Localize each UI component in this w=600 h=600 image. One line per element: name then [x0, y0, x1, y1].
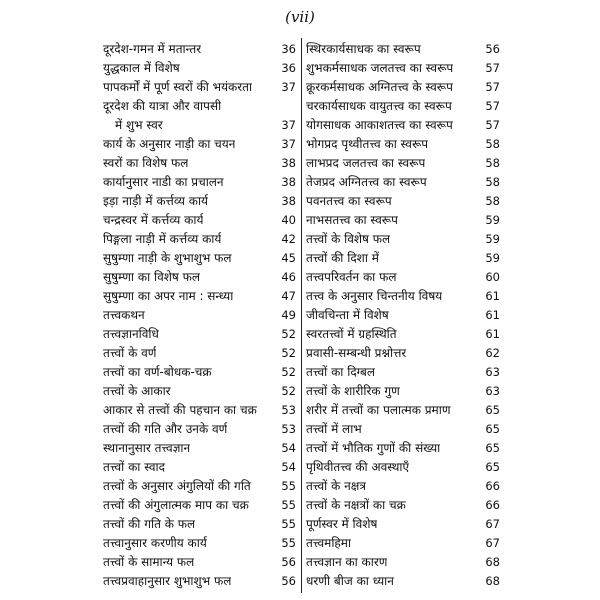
toc-entry-title: शरीर में तत्त्वों का पलात्मक प्रमाण	[306, 403, 451, 417]
toc-entry	[103, 268, 298, 286]
toc-entry	[306, 59, 500, 77]
toc-entry-page: 38	[281, 156, 296, 170]
toc-entry	[103, 40, 298, 58]
toc-entry-page: 57	[485, 118, 500, 132]
toc-entry	[103, 572, 298, 590]
toc-entry-title: तत्त्वों के आकार	[103, 384, 171, 398]
toc-entry	[306, 116, 500, 134]
toc-entry	[306, 458, 500, 476]
toc-entry-title: पिङ्गला नाड़ी में कर्त्तव्य कार्य	[103, 232, 222, 246]
toc-entry-title: शुभकर्मसाधक जलतत्त्व का स्वरूप	[306, 61, 454, 75]
toc-entry-page: 42	[281, 232, 296, 246]
toc-entry-title: धरणी बीज का ध्यान	[306, 574, 394, 588]
toc-entry-title: दूरदेश-गमन में मतान्तर	[103, 42, 202, 56]
toc-entry-title: तत्त्वों के नक्षत्रों का चक्र	[306, 498, 406, 512]
toc-entry	[103, 230, 298, 248]
toc-entry-page: 58	[485, 194, 500, 208]
toc-entry	[306, 553, 500, 571]
toc-entry-page: 57	[485, 61, 500, 75]
toc-entry	[306, 40, 500, 58]
toc-entry	[306, 268, 500, 286]
toc-entry-title: कार्य के अनुसार नाड़ी का चयन	[103, 137, 236, 151]
toc-entry-page: 65	[485, 441, 500, 455]
toc-entry	[103, 287, 298, 305]
toc-entry-page: 54	[281, 460, 296, 474]
toc-entry-title: तत्त्व के अनुसार चिन्तनीय विषय	[306, 289, 443, 303]
toc-entry-page: 54	[281, 441, 296, 455]
toc-entry	[306, 211, 500, 229]
toc-entry-title: तत्त्वप्रवाहानुसार शुभाशुभ फल	[103, 574, 232, 588]
toc-entry-page: 53	[281, 422, 296, 436]
toc-entry-page: 55	[281, 517, 296, 531]
toc-entry-title: प्रवासी-सम्बन्धी प्रश्नोत्तर	[306, 346, 407, 360]
toc-entry-title: सुषुम्णा नाड़ी के शुभाशुभ फल	[103, 251, 232, 265]
toc-entry-title: तत्त्वों के सामान्य फल	[103, 555, 195, 569]
toc-entry-title: सुषुम्णा का विशेष फल	[103, 270, 201, 284]
toc-entry-page: 53	[281, 403, 296, 417]
toc-entry-title: तत्त्वकथन	[103, 308, 145, 322]
toc-entry	[306, 344, 500, 362]
toc-entry	[306, 572, 500, 590]
toc-entry	[103, 477, 298, 495]
toc-entry-title: तत्त्वपरिवर्तन का फल	[306, 270, 397, 284]
toc-entry	[306, 97, 500, 115]
toc-entry-title: स्थानानुसार तत्त्वज्ञान	[103, 441, 191, 455]
toc-entry-page: 57	[485, 80, 500, 94]
toc-entry-page: 56	[281, 555, 296, 569]
toc-entry-page: 46	[281, 270, 296, 284]
toc-entry-title: स्वरतत्त्वों में ग्रहस्थिति	[306, 327, 397, 341]
toc-entry-title: योगसाधक आकाशतत्त्व का स्वरूप	[306, 118, 453, 132]
toc-entry-title: में शुभ स्वर	[115, 118, 163, 132]
toc-entry-page: 61	[485, 327, 500, 341]
toc-entry-title: स्थिरकार्यसाधक का स्वरूप	[306, 42, 421, 56]
toc-entry-title: तत्त्वज्ञान का कारण	[306, 555, 388, 569]
toc-entry	[306, 306, 500, 324]
toc-entry	[103, 439, 298, 457]
toc-entry-title: तेजप्रद अग्नितत्त्व का स्वरूप	[306, 175, 427, 189]
toc-entry-page: 65	[485, 403, 500, 417]
toc-entry	[306, 515, 500, 533]
toc-entry	[306, 382, 500, 400]
toc-entry-page: 55	[281, 498, 296, 512]
toc-entry-title: तत्त्वों की गति और उनके वर्ण	[103, 422, 228, 436]
toc-entry-page: 58	[485, 156, 500, 170]
toc-entry-title: इड़ा नाड़ी में कर्त्तव्य कार्य	[103, 194, 209, 208]
toc-entry-title: चरकार्यसाधक वायुतत्त्व का स्वरूप	[306, 99, 452, 113]
toc-entry	[103, 344, 298, 362]
toc-entry	[103, 97, 298, 115]
toc-entry-page: 65	[485, 460, 500, 474]
toc-entry-title: पूर्णस्वर में विशेष	[306, 517, 378, 531]
toc-entry	[306, 420, 500, 438]
toc-entry-title: लाभप्रद जलतत्त्व का स्वरूप	[306, 156, 426, 170]
toc-entry-page: 65	[485, 422, 500, 436]
toc-entry-title: पृथिवीतत्त्व की अवस्थाएँ	[306, 460, 410, 474]
toc-entry	[103, 59, 298, 77]
toc-entry-page: 58	[485, 137, 500, 151]
page-number: (vii)	[285, 8, 315, 26]
toc-entry-page: 66	[485, 498, 500, 512]
toc-entry-page: 52	[281, 346, 296, 360]
toc-entry-page: 37	[281, 118, 296, 132]
toc-entry-page: 57	[485, 99, 500, 113]
toc-entry	[306, 249, 500, 267]
toc-entry-title: तत्त्वों का वर्ण-बोधक-चक्र	[103, 365, 212, 379]
toc-entry-page: 55	[281, 479, 296, 493]
toc-entry	[103, 78, 298, 96]
toc-entry-page: 36	[281, 42, 296, 56]
toc-entry-title: क्रूरकर्मसाधक अग्नितत्त्व के स्वरूप	[306, 80, 453, 94]
toc-entry-title: जीवचिन्ता में विशेष	[306, 308, 389, 322]
toc-entry-title: तत्त्वमहिमा	[306, 536, 352, 550]
toc-entry-title: तत्त्वज्ञानविधि	[103, 327, 159, 341]
toc-entry	[103, 496, 298, 514]
toc-entry-title: तत्त्वों का दिग्बल	[306, 365, 376, 379]
toc-entry-title: तत्त्वों के अनुसार अंगुलियों की गति	[103, 479, 251, 493]
toc-entry-page: 61	[485, 308, 500, 322]
toc-entry	[103, 306, 298, 324]
toc-entry-title: स्वरों का विशेष फल	[103, 156, 189, 170]
toc-entry	[306, 325, 500, 343]
toc-entry-title: तत्त्वों में लाभ	[306, 422, 362, 436]
toc-entry-title: चन्द्रस्वर में कर्त्तव्य कार्य	[103, 213, 204, 227]
toc-entry-page: 40	[281, 213, 296, 227]
toc-entry	[103, 363, 298, 381]
toc-right-column	[306, 40, 500, 590]
toc-entry	[103, 382, 298, 400]
toc-entry-title: पवनतत्त्व का स्वरूप	[306, 194, 392, 208]
toc-entry	[103, 135, 298, 153]
toc-entry	[103, 458, 298, 476]
toc-entry-title: युद्धकाल में विशेष	[103, 61, 180, 75]
toc-entry	[306, 78, 500, 96]
toc-entry-title: तत्त्वों का स्वाद	[103, 460, 166, 474]
toc-entry-page: 36	[281, 61, 296, 75]
toc-entry-title: आकार से तत्त्वों की पहचान का चक्र	[103, 403, 257, 417]
toc-entry-page: 52	[281, 327, 296, 341]
toc-entry-page: 59	[485, 232, 500, 246]
toc-entry	[103, 154, 298, 172]
toc-entry-title: तत्त्वों के विशेष फल	[306, 232, 391, 246]
toc-entry	[306, 173, 500, 191]
toc-entry-title: तत्त्वों के शारीरिक गुण	[306, 384, 400, 398]
toc-entry-page: 68	[485, 555, 500, 569]
toc-entry	[306, 496, 500, 514]
toc-entry-page: 45	[281, 251, 296, 265]
toc-entry	[103, 420, 298, 438]
toc-entry-title: कार्यानुसार नाडी का प्रचालन	[103, 175, 224, 189]
toc-entry-page: 56	[485, 42, 500, 56]
toc-entry-page: 38	[281, 175, 296, 189]
toc-left-column	[103, 40, 298, 590]
toc-entry	[306, 135, 500, 153]
toc-entry-page: 38	[281, 194, 296, 208]
toc-entry-page: 67	[485, 517, 500, 531]
toc-entry-title: तत्त्वों की गति के फल	[103, 517, 196, 531]
toc-entry-title: नाभसतत्त्व का स्वरूप	[306, 213, 398, 227]
toc-entry-page: 60	[485, 270, 500, 284]
toc-entry	[306, 363, 500, 381]
toc-entry-page: 59	[485, 251, 500, 265]
toc-entry-title: तत्त्वों की अंगुलात्मक माप का चक्र	[103, 498, 249, 512]
toc-entry	[103, 401, 298, 419]
toc-entry-title: तत्त्वों में भौतिक गुणों की संख्या	[306, 441, 441, 455]
column-divider	[301, 38, 302, 593]
toc-entry	[103, 192, 298, 210]
toc-entry	[306, 287, 500, 305]
toc-entry-page: 52	[281, 365, 296, 379]
toc-entry-page: 49	[281, 308, 296, 322]
toc-entry-page: 52	[281, 384, 296, 398]
toc-entry-title: तत्त्वों के वर्ण	[103, 346, 157, 360]
toc-entry-title: तत्त्वों की दिशा में	[306, 251, 379, 265]
toc-entry-title: सुषुम्णा का अपर नाम : सन्ध्या	[103, 289, 234, 303]
toc-entry	[306, 534, 500, 552]
toc-entry	[103, 211, 298, 229]
toc-entry	[103, 325, 298, 343]
toc-entry-title: दूरदेश की यात्रा और वापसी	[103, 99, 222, 113]
toc-entry	[306, 401, 500, 419]
toc-entry	[103, 515, 298, 533]
toc-entry-page: 58	[485, 175, 500, 189]
toc-entry-page: 68	[485, 574, 500, 588]
toc-entry-page: 55	[281, 536, 296, 550]
toc-entry	[306, 192, 500, 210]
toc-entry-title: तत्त्वानुसार करणीय कार्य	[103, 536, 207, 550]
toc-entry	[306, 230, 500, 248]
toc-entry-title: तत्त्वों के नक्षत्र	[306, 479, 366, 493]
toc-entry	[103, 173, 298, 191]
toc-entry-page: 63	[485, 384, 500, 398]
toc-entry-page: 59	[485, 213, 500, 227]
toc-entry-title: पापकर्मों में पूर्ण स्वरों की भयंकरता	[103, 80, 253, 94]
toc-entry	[103, 534, 298, 552]
toc-entry	[103, 249, 298, 267]
toc-entry	[306, 477, 500, 495]
toc-entry	[306, 154, 500, 172]
toc-entry-title: भोगप्रद पृथ्वीतत्त्व का स्वरूप	[306, 137, 429, 151]
toc-entry-page: 66	[485, 479, 500, 493]
toc-entry	[103, 116, 298, 134]
toc-entry	[103, 553, 298, 571]
toc-entry-page: 37	[281, 80, 296, 94]
toc-entry-page: 37	[281, 137, 296, 151]
toc-entry	[306, 439, 500, 457]
toc-entry-page: 47	[281, 289, 296, 303]
toc-entry-page: 61	[485, 289, 500, 303]
toc-entry-page: 56	[281, 574, 296, 588]
toc-entry-page: 62	[485, 346, 500, 360]
toc-entry-page: 63	[485, 365, 500, 379]
toc-entry-page: 67	[485, 536, 500, 550]
